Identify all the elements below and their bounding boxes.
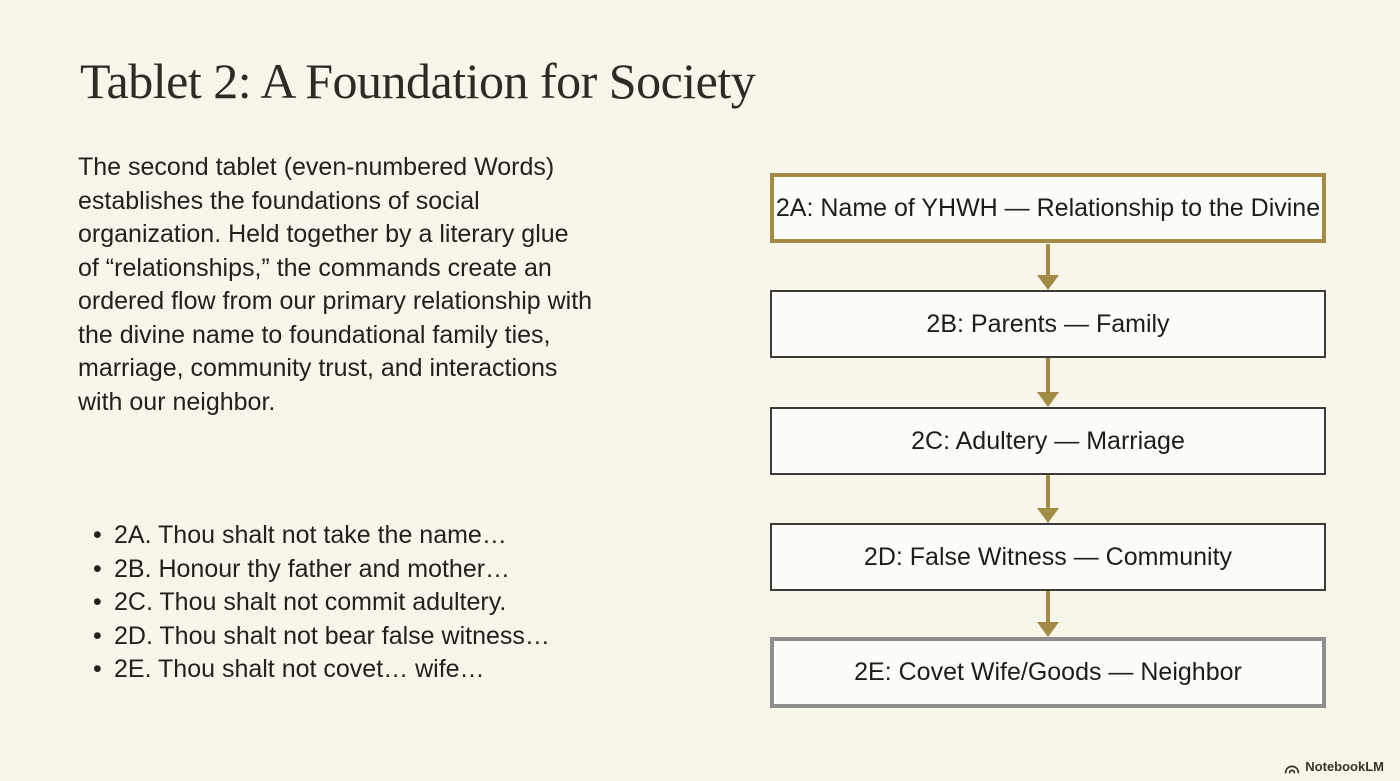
notebooklm-watermark <box>1284 759 1384 774</box>
slide-description <box>78 151 592 419</box>
list-item: • 2C. Thou shalt not commit adultery. <box>93 586 550 620</box>
arrow-stem <box>1046 591 1050 622</box>
arrow-stem <box>1046 244 1050 275</box>
arrow-head-icon <box>1037 622 1059 637</box>
flow-node-2a <box>770 173 1326 243</box>
arrow-head-icon <box>1037 508 1059 523</box>
flow-arrow-down <box>1037 358 1059 407</box>
description-line: with our neighbor. <box>78 387 276 416</box>
arrow-stem <box>1046 475 1050 508</box>
list-item: • 2A. Thou shalt not take the name… <box>93 519 550 553</box>
flow-node-2d <box>770 523 1326 591</box>
watermark-label: NotebookLM <box>1305 759 1384 774</box>
flow-node-2b <box>770 290 1326 358</box>
flow-node-label: 2E: Covet Wife/Goods — Neighbor <box>854 658 1242 686</box>
flow-arrow-down <box>1037 244 1059 290</box>
flow-arrow-down <box>1037 475 1059 523</box>
description-line: The second tablet (even-numbered Words) <box>78 153 555 181</box>
arrow-stem <box>1046 358 1050 392</box>
description-line: the divine name to foundational family ties, <box>78 320 551 349</box>
description-line: ordered flow from our primary relationship with <box>78 287 593 315</box>
description-line: establishes the foundations of social <box>78 186 480 215</box>
flow-arrow-down <box>1037 591 1059 637</box>
flow-node-label: 2B: Parents — Family <box>926 309 1170 338</box>
list-item: • 2B. Honour thy father and mother… <box>93 553 550 587</box>
list-item: • 2E. Thou shalt not covet… wife… <box>93 653 550 687</box>
flow-node-label: 2A: Name of YHWH — Relationship to the Divine <box>775 193 1321 222</box>
description-line: of “relationships,” the commands create an <box>78 253 552 282</box>
flow-node-2c <box>770 407 1326 475</box>
slide-title: Tablet 2: A Foundation for Society <box>80 53 756 109</box>
description-line: organization. Held together by a literary glue <box>78 220 569 248</box>
arrow-head-icon <box>1037 275 1059 290</box>
flow-node-label: 2C: Adultery — Marriage <box>911 426 1185 455</box>
description-line: marriage, community trust, and interactions <box>78 354 558 382</box>
flow-node-2e <box>770 637 1326 708</box>
notebooklm-logo-icon <box>1284 760 1300 774</box>
flow-node-label: 2D: False Witness — Community <box>863 542 1233 571</box>
list-item: • 2D. Thou shalt not bear false witness… <box>93 620 550 654</box>
bullet-list <box>93 519 550 687</box>
arrow-head-icon <box>1037 392 1059 407</box>
